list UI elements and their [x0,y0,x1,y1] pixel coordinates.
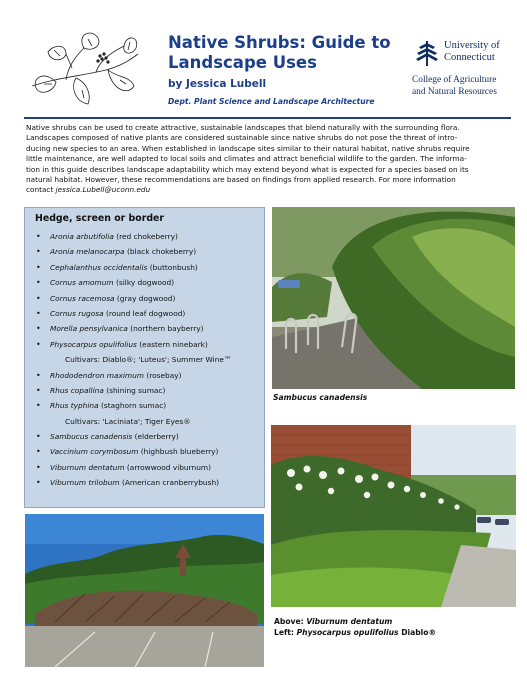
common-name: (rosebay) [144,370,182,380]
intro-line: tion in this guide describes landscape adaptability which may extend beyond what is expected for a species based on its [26,164,469,174]
common-name: (round leaf dogwood) [103,308,186,318]
scientific-name: Cornus rugosa (round leaf dogwood) [50,308,186,318]
list-item [25,368,264,383]
intro-line: Landscapes composed of native plants are considered sustainable since native shrubs do not pose the threat of intro- [26,133,458,143]
above-species: Viburnum dentatum [306,617,393,626]
contact-prefix: contact [26,185,56,195]
intro-line: Native shrubs can be used to create attractive, sustainable landscapes that blend naturally with the surrounding flora. [26,123,460,132]
document-title [168,33,398,73]
author-byline: by Jessica Lubell [168,78,267,90]
bullet-icon: • [36,478,41,488]
common-name: (arrowwood viburnum) [124,462,211,472]
left-cultivar: Diablo® [398,628,437,637]
common-name: (staghorn sumac) [98,401,167,411]
list-item [25,429,264,444]
left-caption [274,627,436,638]
common-name: (red chokeberry) [113,232,178,241]
university-wordmark [444,40,500,64]
cultivar-note: Cultivars: 'Laciniata'; Tiger Eyes® [65,416,191,426]
bullet-icon: • [36,308,41,318]
department-name: Dept. Plant Science and Landscape Architecture [168,97,375,106]
bullet-icon: • [36,432,41,442]
scientific-name: Cornus amomum (silky dogwood) [50,278,175,288]
scientific-name: Sambucus canadensis (elderberry) [50,432,179,442]
bullet-icon: • [36,293,41,303]
cultivar-note: Cultivars: Diablo®; 'Luteus'; Summer Wine™ [65,355,232,365]
university-line-2: Connecticut [444,52,495,63]
common-name: (silky dogwood) [113,278,175,288]
bullet-icon: • [36,385,41,395]
photo-captions [274,616,436,638]
common-name: (shining sumac) [103,385,166,395]
contact-line [26,185,510,195]
common-name: (elderberry) [132,432,179,442]
sambucus-photo [272,207,515,389]
bullet-icon: • [36,447,41,457]
scientific-name: Cornus racemosa (gray dogwood) [50,293,176,303]
bullet-icon: • [36,232,41,241]
list-item [25,475,264,490]
college-line-2: and Natural Resources [412,87,497,97]
bullet-icon: • [36,278,41,288]
contact-email: jessica.Lubell@uconn.edu [55,185,151,195]
intro-paragraph [26,123,510,196]
bullet-icon: • [36,370,41,380]
list-item [25,383,264,398]
list-item [25,306,264,321]
plant-list [25,229,264,491]
scientific-name: Rhus typhina (staghorn sumac) [50,401,167,411]
list-item [25,321,264,336]
intro-line: ducing new species to an area. When established in landscape sites similar to their natural habitat, native shrubs require [26,143,470,153]
list-item [25,260,264,275]
bullet-icon: • [36,339,41,349]
above-prefix: Above: [274,617,307,626]
common-name: (gray dogwood) [114,293,176,303]
title-line-2: Landscape Uses [168,53,317,72]
bullet-icon: • [36,324,41,334]
scientific-name: Viburnum trilobum (American cranberrybush) [50,478,220,488]
uconn-oak-leaf-logo [412,38,442,68]
common-name: (eastern ninebark) [136,339,208,349]
header-divider [24,117,511,119]
scientific-name: Aronia melanocarpa (black chokeberry) [50,247,197,257]
college-name [412,74,497,98]
scientific-name: Rhus copallina (shining sumac) [50,385,166,395]
physocarpus-photo [25,514,264,667]
hedge-screen-border-panel [24,207,265,508]
left-prefix: Left: [274,628,297,637]
common-name: (American cranberrybush) [119,478,220,488]
list-item [25,244,264,259]
college-line-1: College of Agriculture [412,75,497,85]
scientific-name: Morella pensylvanica (northern bayberry) [50,324,204,334]
list-item [25,337,264,352]
list-item [25,275,264,290]
scientific-name: Physocarpus opulifolius (eastern ninebark) [50,339,208,349]
left-species: Physocarpus opulifolius [296,628,399,637]
scientific-name: Viburnum dentatum (arrowwood viburnum) [50,462,211,472]
intro-line: little maintenance, are well adapted to local soils and climates and attract beneficial wildlife to the garden. The informa- [26,154,467,164]
scientific-name: Vaccinium corymbosum (highbush blueberry) [50,447,219,457]
bullet-icon: • [36,247,41,257]
bullet-icon: • [36,462,41,472]
hedge-heading: Hedge, screen or border [35,213,165,224]
shrub-illustration [26,26,144,110]
viburnum-photo [271,425,516,607]
list-item [25,460,264,475]
scientific-name: Rhododendron maximum (rosebay) [50,370,182,380]
common-name: (buttonbush) [147,262,198,272]
common-name: (black chokeberry) [124,247,197,257]
scientific-name: Aronia arbutifolia (red chokeberry) [50,232,178,241]
list-item [25,444,264,459]
list-item [25,291,264,306]
university-line-1: University of [444,40,500,51]
bullet-icon: • [36,262,41,272]
bullet-icon: • [36,401,41,411]
list-item [25,398,264,413]
scientific-name: Cephalanthus occidentalis (buttonbush) [50,262,198,272]
sambucus-caption: Sambucus canadensis [273,393,368,402]
intro-line: natural habitat. However, these recommendations are based on findings from applied research. For more information [26,175,456,185]
common-name: (northern bayberry) [127,324,204,334]
above-caption [274,616,436,627]
title-line-1: Native Shrubs: Guide to [168,33,391,52]
common-name: (highbush blueberry) [138,447,219,457]
list-item [25,229,264,244]
